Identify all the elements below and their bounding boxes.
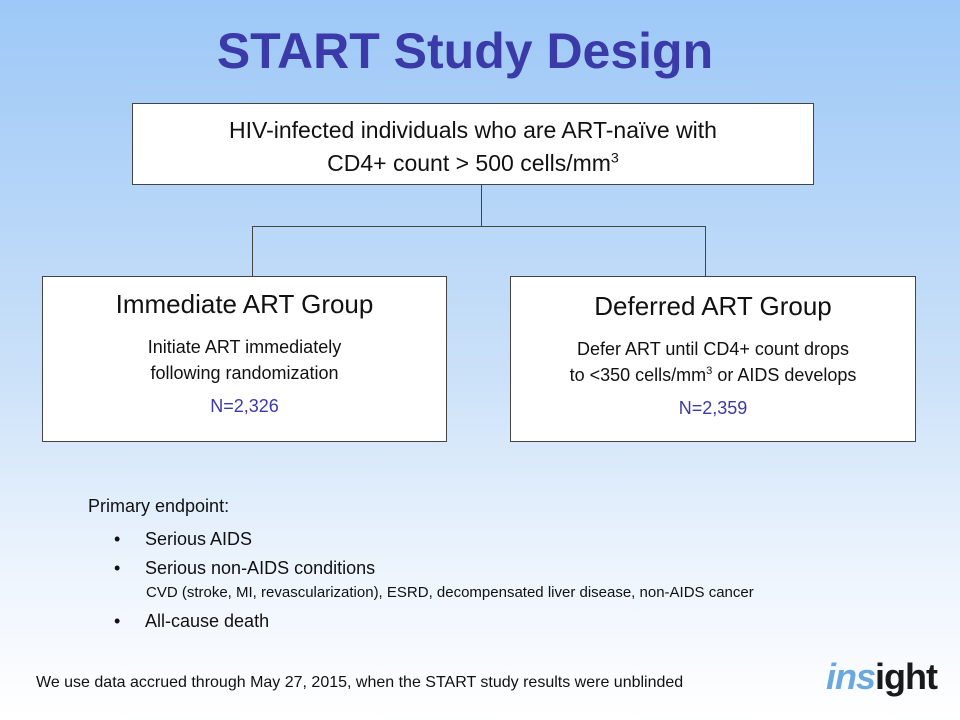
population-line2-text: CD4+ count > 500 cells/mm (327, 150, 611, 176)
population-line2 (133, 147, 813, 180)
slide-title: START Study Design (216, 23, 714, 79)
deferred-body-line2 (511, 362, 915, 388)
deferred-group-n: N=2,359 (678, 398, 748, 418)
footer-note: We use data accrued through May 27, 2015, when the START study results were unblinded (36, 674, 684, 691)
logo-part-ins: ins (826, 656, 876, 697)
bullet-icon: • (114, 529, 121, 549)
immediate-group-n: N=2,326 (210, 396, 279, 416)
deferred-group-box (510, 276, 916, 442)
endpoint-item (88, 554, 754, 583)
deferred-group-heading: Deferred ART Group (594, 291, 832, 321)
deferred-group-description (511, 336, 915, 388)
bullet-icon: • (114, 611, 121, 631)
endpoint-label: All-cause death (145, 611, 270, 631)
deferred-body-line2-pre: to <350 cells/mm (569, 365, 707, 385)
primary-endpoint-title: Primary endpoint: (88, 496, 230, 516)
connector-left-drop (252, 226, 253, 276)
insight-logo (826, 656, 937, 698)
immediate-body-line2: following randomization (150, 363, 339, 383)
primary-endpoint-section (88, 496, 754, 636)
population-line1: HIV-infected individuals who are ART-naïve with (229, 117, 717, 143)
endpoint-sub-note: CVD (stroke, MI, revascularization), ESRD, decompensated liver disease, non-AIDS cancer (146, 584, 754, 601)
bullet-icon: • (114, 558, 121, 578)
deferred-body-line2-post: or AIDS develops (712, 365, 857, 385)
endpoint-label: Serious AIDS (145, 529, 253, 549)
endpoint-item (88, 607, 754, 636)
immediate-group-heading: Immediate ART Group (115, 289, 374, 319)
deferred-body-line2-superscript: 3 (706, 365, 713, 377)
logo-part-ight: ight (875, 656, 937, 697)
connector-horizontal (252, 226, 706, 227)
endpoint-item (88, 525, 754, 554)
connector-right-drop (705, 226, 706, 276)
immediate-body-line1: Initiate ART immediately (147, 337, 342, 357)
immediate-group-box (42, 276, 447, 442)
endpoint-label: Serious non-AIDS conditions (145, 558, 376, 578)
connector-vertical-top (481, 185, 482, 226)
population-line2-superscript: 3 (610, 150, 619, 167)
immediate-group-description (43, 334, 446, 386)
deferred-body-line1: Defer ART until CD4+ count drops (577, 339, 849, 359)
population-box (132, 103, 814, 185)
